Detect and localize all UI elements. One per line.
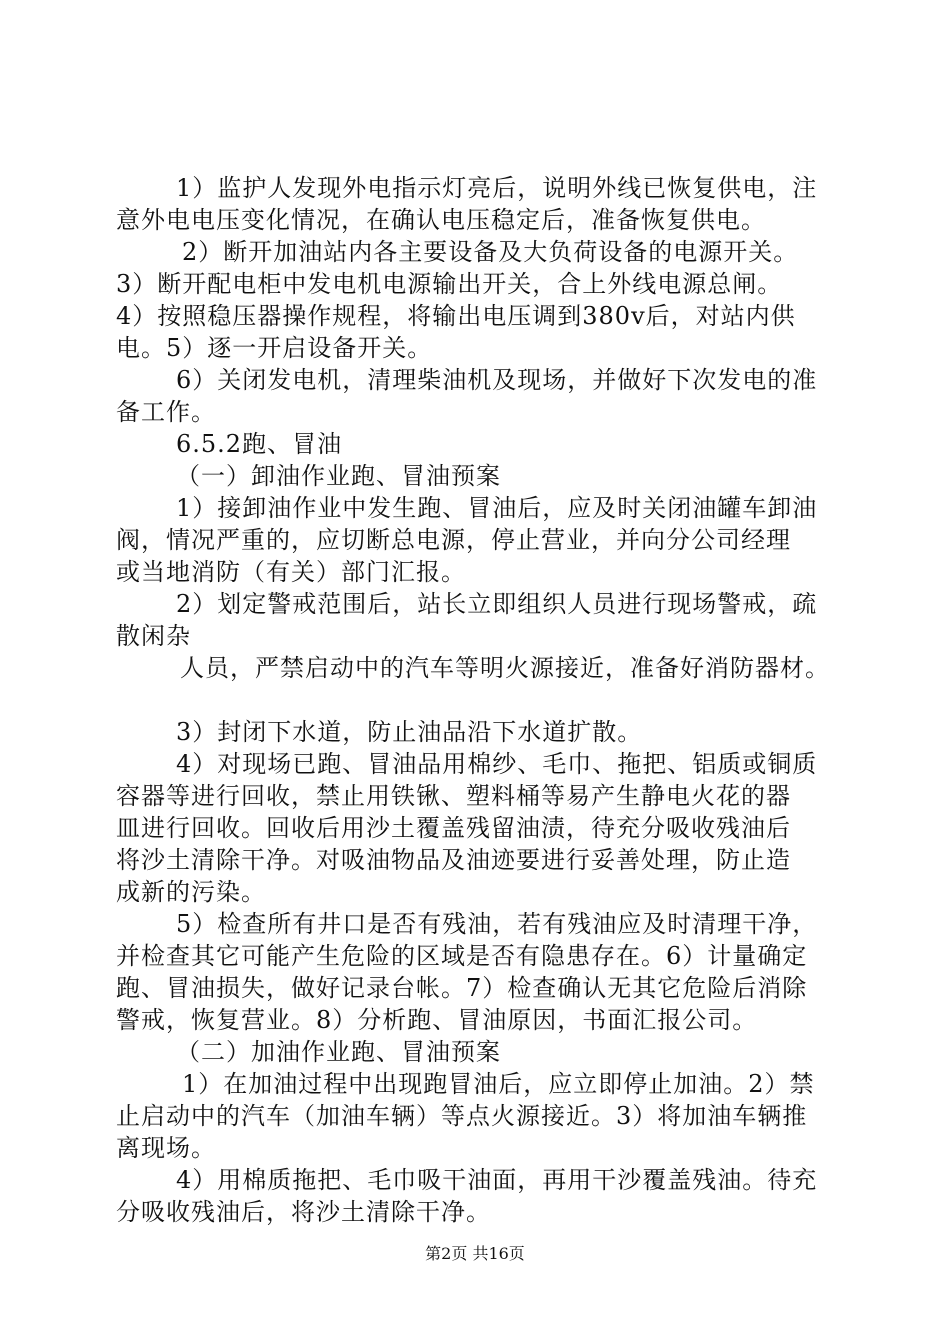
body-text: [116, 172, 846, 1228]
text-line: 意外电电压变化情况，在确认电压稳定后，准备恢复供电。: [116, 206, 766, 234]
text-line: 将沙土清除干净。对吸油物品及油迹要进行妥善处理，防止造: [116, 846, 791, 874]
text-line: 4）用棉质拖把、毛巾吸干油面，再用干沙覆盖残油。待充: [176, 1166, 818, 1194]
text-line: 止启动中的汽车（加油车辆）等点火源接近。3）将加油车辆推: [116, 1102, 808, 1130]
text-line: 4）按照稳压器操作规程，将输出电压调到380v后，对站内供: [116, 302, 796, 330]
text-line: 4）对现场已跑、冒油品用棉纱、毛巾、拖把、铝质或铜质: [176, 750, 818, 778]
section-heading: 6.5.2跑、冒油: [176, 430, 343, 458]
text-line: 人员，严禁启动中的汽车等明火源接近，准备好消防器材。: [180, 654, 830, 682]
text-line: 或当地消防（有关）部门汇报。: [116, 558, 466, 586]
text-line: 警戒，恢复营业。8）分析跑、冒油原因，书面汇报公司。: [116, 1006, 758, 1034]
text-line: 1）监护人发现外电指示灯亮后，说明外线已恢复供电，注: [176, 174, 818, 202]
text-line: 电。5）逐一开启设备开关。: [116, 334, 433, 362]
text-line: 2）断开加油站内各主要设备及大负荷设备的电源开关。: [182, 238, 799, 266]
text-line: 3）封闭下水道，防止油品沿下水道扩散。: [176, 718, 643, 746]
text-line: 1）在加油过程中出现跑冒油后，应立即停止加油。2）禁: [182, 1070, 815, 1098]
text-line: 分吸收残油后，将沙土清除干净。: [116, 1198, 491, 1226]
text-line: 离现场。: [116, 1134, 216, 1162]
text-line: 容器等进行回收，禁止用铁锹、塑料桶等易产生静电火花的器: [116, 782, 791, 810]
text-line: 6）关闭发电机，清理柴油机及现场，并做好下次发电的准: [176, 366, 818, 394]
subsection-heading: （一）卸油作业跑、冒油预案: [176, 462, 501, 490]
text-line: 1）接卸油作业中发生跑、冒油后，应及时关闭油罐车卸油: [176, 494, 818, 522]
text-line: 散闲杂: [116, 622, 191, 650]
text-line: 2）划定警戒范围后，站长立即组织人员进行现场警戒，疏: [176, 590, 818, 618]
text-line: 皿进行回收。回收后用沙土覆盖残留油渍，待充分吸收残油后: [116, 814, 791, 842]
text-line: 阀，情况严重的，应切断总电源，停止营业，并向分公司经理: [116, 526, 791, 554]
text-line: 并检查其它可能产生危险的区域是否有隐患存在。6）计量确定: [116, 942, 808, 970]
text-line: 备工作。: [116, 398, 216, 426]
text-line: 跑、冒油损失，做好记录台帐。7）检查确认无其它危险后消除: [116, 974, 808, 1002]
text-line: 5）检查所有井口是否有残油，若有残油应及时清理干净，: [176, 910, 818, 938]
text-line: 成新的污染。: [116, 878, 266, 906]
subsection-heading: （二）加油作业跑、冒油预案: [176, 1038, 501, 1066]
blank-line: [116, 684, 846, 716]
text-line: 3）断开配电柜中发电机电源输出开关，合上外线电源总闸。: [116, 270, 783, 298]
page-number-footer: 第2页 共16页: [425, 1244, 525, 1263]
